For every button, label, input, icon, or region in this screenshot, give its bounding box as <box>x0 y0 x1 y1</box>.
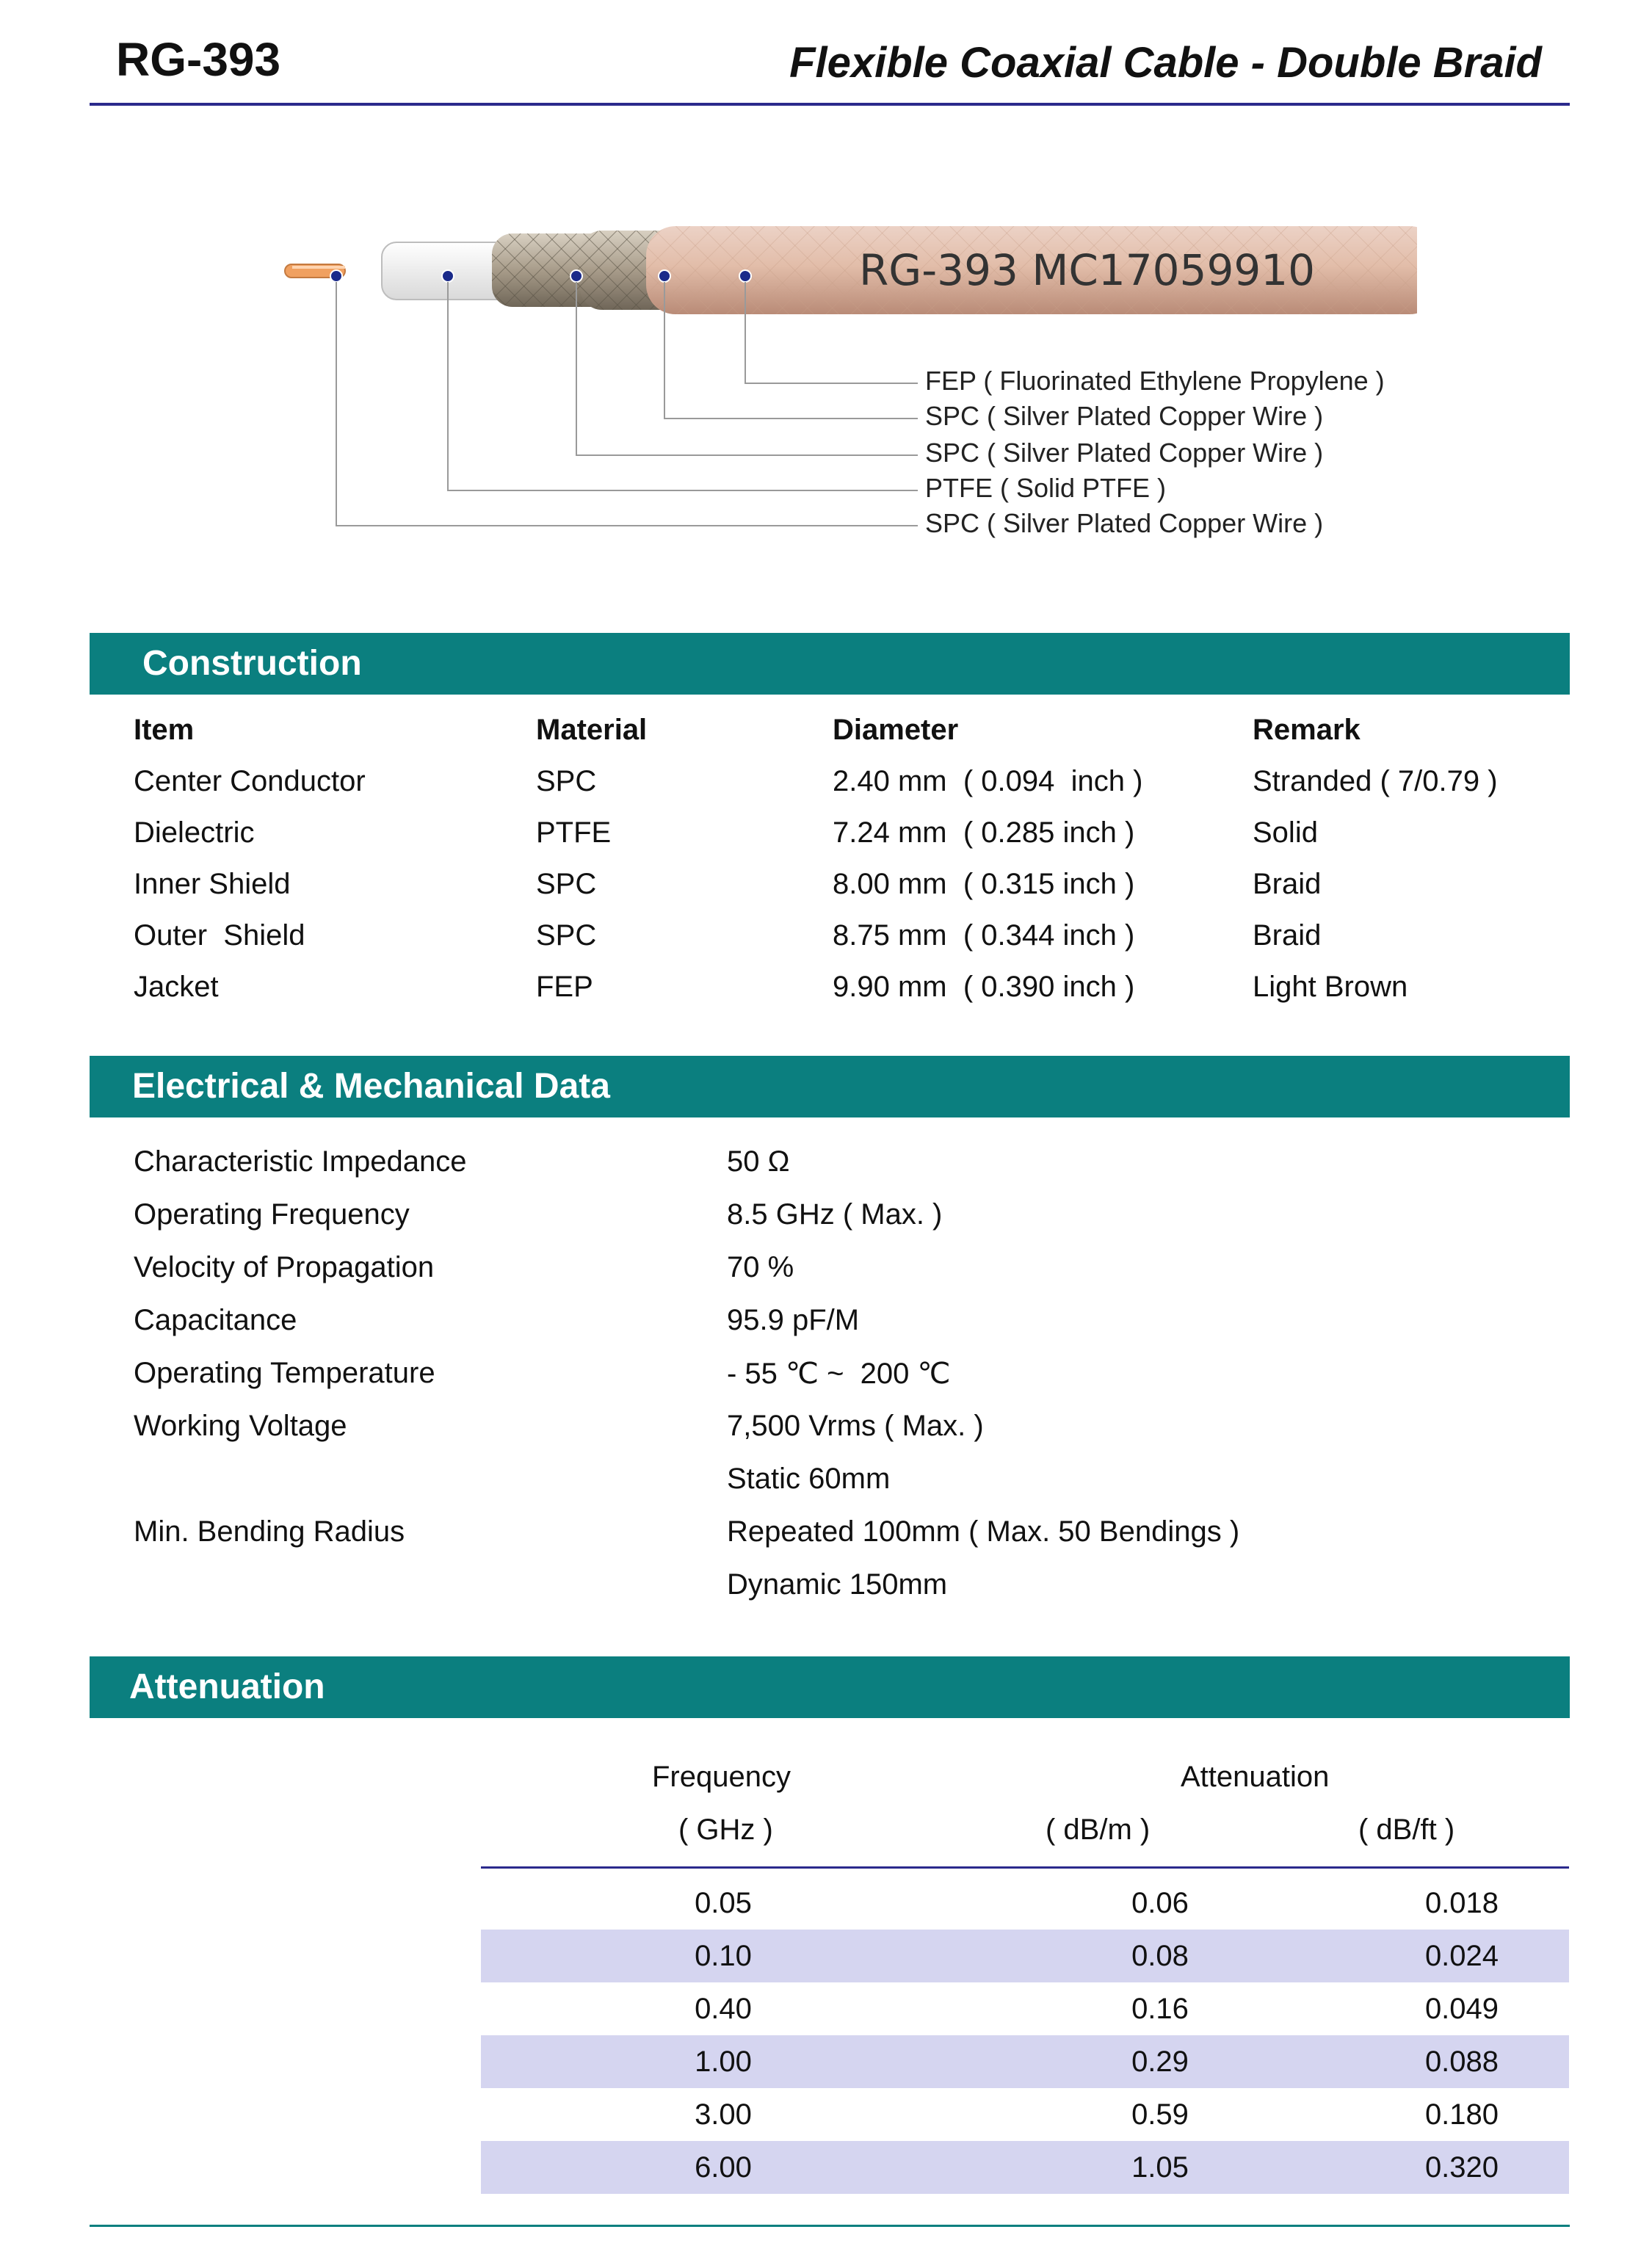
dbm-cell: 0.29 <box>1131 2046 1189 2078</box>
dbft-cell: 0.088 <box>1424 2046 1499 2078</box>
spec-value: Repeated 100mm ( Max. 50 Bendings ) <box>727 1515 1240 1548</box>
callout-outer-shield: SPC ( Silver Plated Copper Wire ) <box>925 401 1324 431</box>
header-divider <box>90 103 1570 106</box>
spec-value: 8.5 GHz ( Max. ) <box>727 1198 943 1231</box>
spec-value: Dynamic 150mm <box>727 1568 948 1601</box>
spec-label: Capacitance <box>134 1304 297 1336</box>
diameter-cell: 8.75 mm ( 0.344 inch ) <box>833 919 1135 952</box>
diameter-cell: 2.40 mm ( 0.094 inch ) <box>833 765 1143 797</box>
callout-inner-shield: SPC ( Silver Plated Copper Wire ) <box>925 438 1324 468</box>
column-header-remark: Remark <box>1253 714 1361 746</box>
attenuation-table-rule <box>481 1866 1569 1869</box>
remark-cell: Solid <box>1253 816 1318 849</box>
column-header-diameter: Diameter <box>833 714 959 746</box>
spec-label: Working Voltage <box>134 1410 347 1442</box>
material-cell: FEP <box>536 971 593 1003</box>
spec-label: Min. Bending Radius <box>134 1515 405 1548</box>
diameter-cell: 9.90 mm ( 0.390 inch ) <box>833 971 1135 1003</box>
frequency-cell: 1.00 <box>695 2046 752 2078</box>
callout-jacket: FEP ( Fluorinated Ethylene Propylene ) <box>925 366 1385 396</box>
table-row <box>481 1877 1569 1930</box>
callout-dielectric: PTFE ( Solid PTFE ) <box>925 473 1167 503</box>
remark-cell: Stranded ( 7/0.79 ) <box>1253 765 1498 797</box>
spec-value: 95.9 pF/M <box>727 1304 860 1336</box>
cable-cross-section-diagram <box>272 220 1417 558</box>
dbft-cell: 0.320 <box>1424 2151 1499 2184</box>
dbm-cell: 0.06 <box>1131 1887 1189 1919</box>
spec-label: Operating Temperature <box>134 1357 435 1389</box>
dbft-cell: 0.180 <box>1424 2098 1499 2131</box>
table-row <box>481 1930 1569 1982</box>
column-header-item: Item <box>134 714 195 746</box>
table-row <box>481 2141 1569 2194</box>
frequency-cell: 0.40 <box>695 1993 752 2025</box>
dbm-cell: 0.08 <box>1131 1940 1189 1972</box>
section-title: Electrical & Mechanical Data <box>132 1067 610 1106</box>
table-row <box>481 2088 1569 2141</box>
jacket-print: RG-393 MC17059910 <box>859 245 1316 295</box>
item-cell: Outer Shield <box>134 919 305 952</box>
frequency-cell: 6.00 <box>695 2151 752 2184</box>
frequency-header: Frequency <box>652 1761 791 1793</box>
diameter-cell: 7.24 mm ( 0.285 inch ) <box>833 816 1135 849</box>
frequency-cell: 3.00 <box>695 2098 752 2131</box>
item-cell: Jacket <box>134 971 219 1003</box>
section-title: Construction <box>142 644 362 683</box>
spec-value: 70 % <box>727 1251 794 1283</box>
footer-divider <box>90 2225 1570 2227</box>
spec-label: Operating Frequency <box>134 1198 410 1231</box>
column-header-material: Material <box>536 714 648 746</box>
dbm-cell: 0.16 <box>1131 1993 1189 2025</box>
dbm-unit: ( dB/m ) <box>1046 1814 1151 1846</box>
spec-value: - 55 ℃ ~ 200 ℃ <box>727 1358 951 1390</box>
remark-cell: Braid <box>1253 868 1322 900</box>
attenuation-header <box>90 1656 1570 1718</box>
spec-label: Velocity of Propagation <box>134 1251 435 1283</box>
frequency-unit: ( GHz ) <box>678 1814 773 1846</box>
spec-label: Characteristic Impedance <box>134 1145 467 1178</box>
dbft-cell: 0.049 <box>1424 1993 1499 2025</box>
dbm-cell: 1.05 <box>1131 2151 1189 2184</box>
item-cell: Center Conductor <box>134 765 366 797</box>
material-cell: SPC <box>536 868 597 900</box>
construction-header <box>90 633 1570 695</box>
dbft-cell: 0.018 <box>1424 1887 1499 1919</box>
table-row <box>481 1982 1569 2035</box>
material-cell: SPC <box>536 765 597 797</box>
electrical-header <box>90 1056 1570 1117</box>
spec-value: Static 60mm <box>727 1463 891 1495</box>
item-cell: Dielectric <box>134 816 255 849</box>
callout-center-conductor: SPC ( Silver Plated Copper Wire ) <box>925 508 1324 538</box>
diameter-cell: 8.00 mm ( 0.315 inch ) <box>833 868 1135 900</box>
spec-value: 50 Ω <box>727 1145 790 1178</box>
table-row <box>481 2035 1569 2088</box>
remark-cell: Braid <box>1253 919 1322 952</box>
cable-model: RG-393 <box>116 33 281 86</box>
dbm-cell: 0.59 <box>1131 2098 1189 2131</box>
material-cell: PTFE <box>536 816 612 849</box>
document-title: Flexible Coaxial Cable - Double Braid <box>789 39 1542 87</box>
dbft-unit: ( dB/ft ) <box>1358 1814 1455 1846</box>
item-cell: Inner Shield <box>134 868 291 900</box>
spec-value: 7,500 Vrms ( Max. ) <box>727 1410 984 1442</box>
frequency-cell: 0.05 <box>695 1887 752 1919</box>
section-title: Attenuation <box>129 1667 325 1706</box>
remark-cell: Light Brown <box>1253 971 1408 1003</box>
dbft-cell: 0.024 <box>1424 1940 1499 1972</box>
material-cell: SPC <box>536 919 597 952</box>
attenuation-header-label: Attenuation <box>1181 1761 1330 1793</box>
frequency-cell: 0.10 <box>695 1940 752 1972</box>
